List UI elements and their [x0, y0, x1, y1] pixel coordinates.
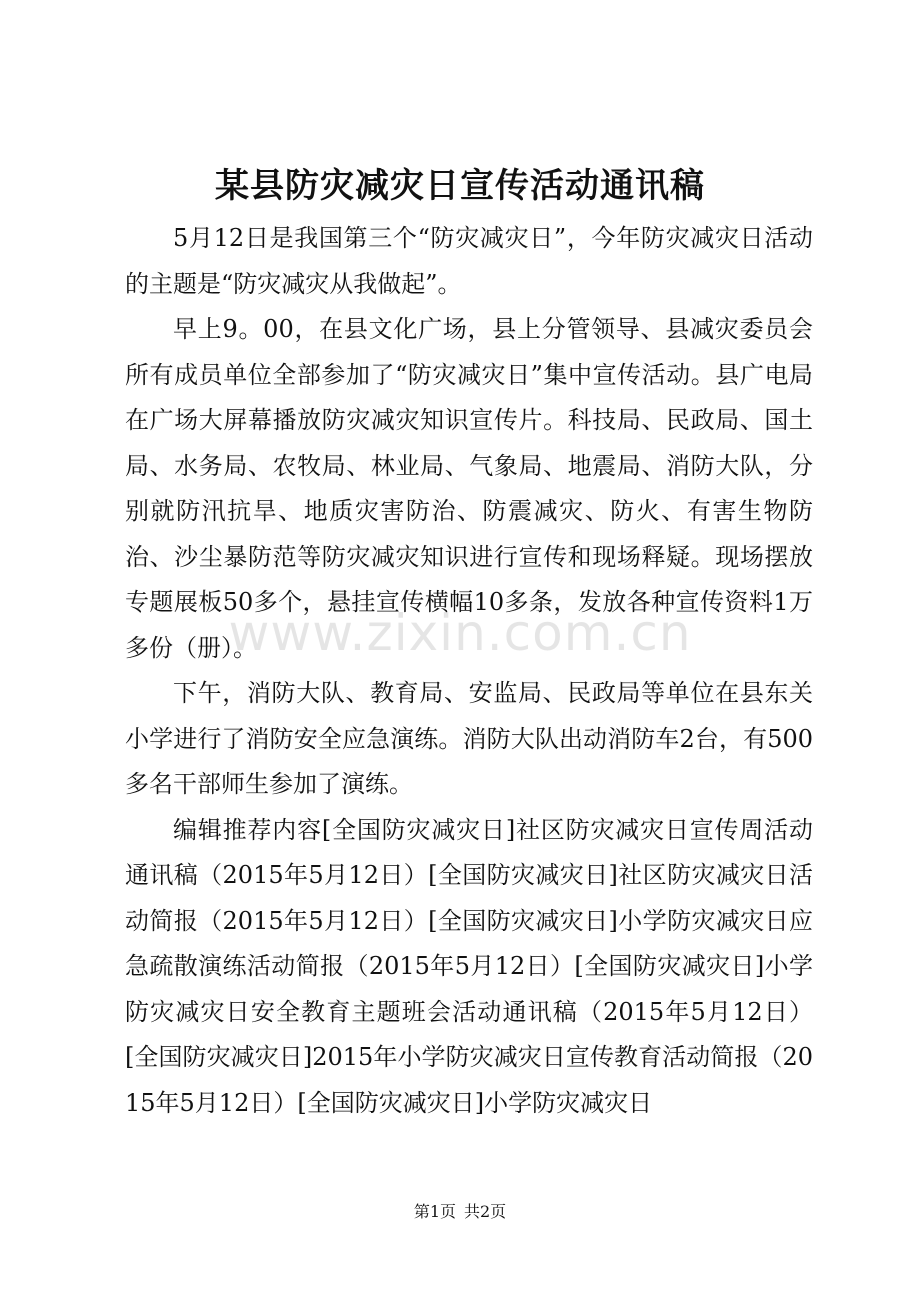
paragraph-intro: 5月12日是我国第三个“防灾减灾日”，今年防灾减灾日活动的主题是“防灾减灾从我做起”。: [125, 224, 813, 298]
paragraph-morning: 早上9。00，在县文化广场，县上分管领导、县减灾委员会所有成员单位全部参加了“防灾减灾日”集中宣传活动。县广电局在广场大屏幕播放防灾减灾知识宣传片。科技局、民政局、国土局、水务局、农牧局、林业局、气象局、地震局、消防大队，分别就防汛抗旱、地质灾害防治、防震减灾、防火、有害生物防治、沙尘暴防范等防灾减灾知识进行宣传和现场释疑。现场摆放专题展板50多个，悬挂宣传横幅10多条，发放各种宣传资料1万多份（册）。: [125, 315, 813, 662]
document-title: 某县防灾减灾日宣传活动通讯稿: [215, 166, 705, 206]
page-number-current: 第1页: [413, 1202, 456, 1221]
page-footer: [0, 1200, 920, 1224]
watermark: www.zixin.com.cn: [228, 604, 692, 662]
paragraph-afternoon: 下午，消防大队、教育局、安监局、民政局等单位在县东关小学进行了消防安全应急演练。消防大队出动消防车2台，有500多名干部师生参加了演练。: [125, 679, 813, 798]
page-number-total: 共2页: [464, 1202, 507, 1221]
document-body: [125, 216, 813, 1126]
paragraph-recommended: 编辑推荐内容[全国防灾减灾日]社区防灾减灾日宣传周活动通讯稿（2015年5月12日）[全国防灾减灾日]社区防灾减灾日活动简报（2015年5月12日）[全国防灾减灾日]小学防灾减灾日应急疏散演练活动简报（2015年5月12日）[全国防灾减灾日]小学防灾减灾日安全教育主题班会活动通讯稿（2015年5月12日）[全国防灾减灾日]2015年小学防灾减灾日宣传教育活动简报（2015年5月12日）[全国防灾减灾日]小学防灾减灾日: [125, 815, 813, 1117]
